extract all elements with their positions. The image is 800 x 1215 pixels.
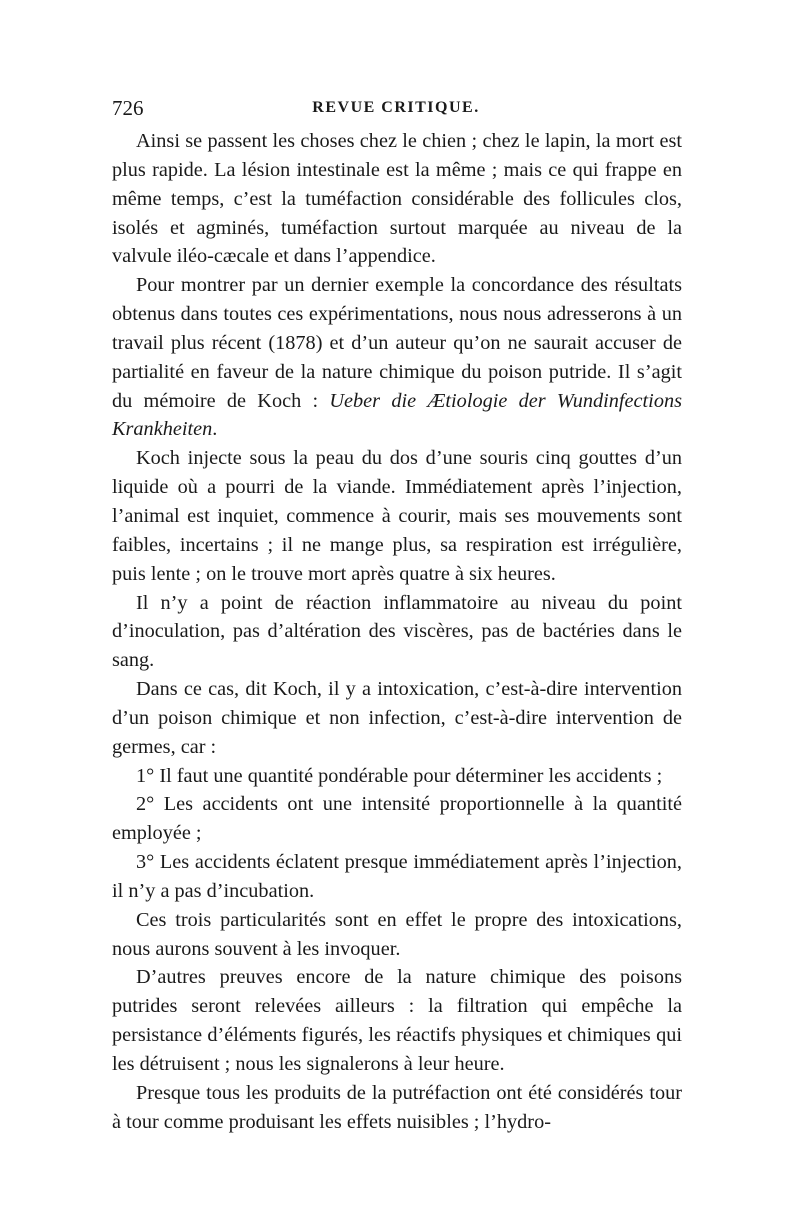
paragraph-2-text: Pour montrer par un dernier exemple la concordance des résultats obtenus dans toutes ces expérimentations, nous nous adresserons à un travail plus récent (1878) et d’un auteur qu’on ne saurait accuser de partialité en faveur de la nature chimique du poison putride. Il s’agit du mémoire de Koch :	[112, 274, 682, 412]
paragraph-5: Dans ce cas, dit Koch, il y a intoxication, c’est-à-dire intervention d’un poison chimique et non infection, c’est-à-dire intervention de germes, car :	[112, 678, 682, 758]
list-item-2: 2° Les accidents ont une intensité proportionnelle à la quantité employée ;	[112, 793, 682, 845]
paragraph-1: Ainsi se passent les choses chez le chien ; chez le lapin, la mort est plus rapide. La lésion intestinale est la même ; mais ce qui frappe en même temps, c’est la tuméfaction considérable des follicules clos, isolés et agminés, tuméfaction surtout marquée au niveau de la valvule iléo-cæcale et dans l’appendice.	[112, 130, 682, 268]
list-item-3: 3° Les accidents éclatent presque immédiatement après l’injection, il n’y a pas d’incubation.	[112, 851, 682, 902]
paragraph-2-end: .	[212, 418, 218, 441]
paragraph-2	[112, 271, 682, 444]
paragraph-4: Il n’y a point de réaction inflammatoire au niveau du point d’inoculation, pas d’altération des viscères, pas de bactéries dans le sang.	[112, 591, 682, 672]
book-title: Ueber die Ætiologie der Wundinfections Krankheiten	[112, 389, 682, 441]
page-header	[112, 96, 680, 120]
paragraph-8: Presque tous les produits de la putréfaction ont été considérés tour à tour comme produisant les effets nuisibles ; l’hydro-	[112, 1081, 682, 1133]
body-text	[112, 127, 682, 1137]
paragraph-6: Ces trois particularités sont en effet le propre des intoxications, nous aurons souvent à les invoquer.	[112, 908, 682, 960]
running-title: REVUE CRITIQUE.	[312, 99, 480, 116]
page-number: 726	[112, 96, 144, 120]
paragraph-7: D’autres preuves encore de la nature chimique des poisons putrides seront relevées ailleurs : la filtration qui empêche la persistance d’éléments figurés, les réactifs physiques et chimiques qui les détruisent ; nous les signalerons à leur heure.	[112, 966, 682, 1075]
paragraph-3: Koch injecte sous la peau du dos d’une souris cinq gouttes d’un liquide où a pourri de la viande. Immédiatement après l’injection, l’animal est inquiet, commence à courir, mais ses mouvements sont faibles, incertains ; il ne mange plus, sa respiration est irrégulière, puis lente ; on le trouve mort après quatre à six heures.	[112, 447, 682, 585]
list-item-1: 1° Il faut une quantité pondérable pour déterminer les accidents ;	[136, 764, 663, 787]
